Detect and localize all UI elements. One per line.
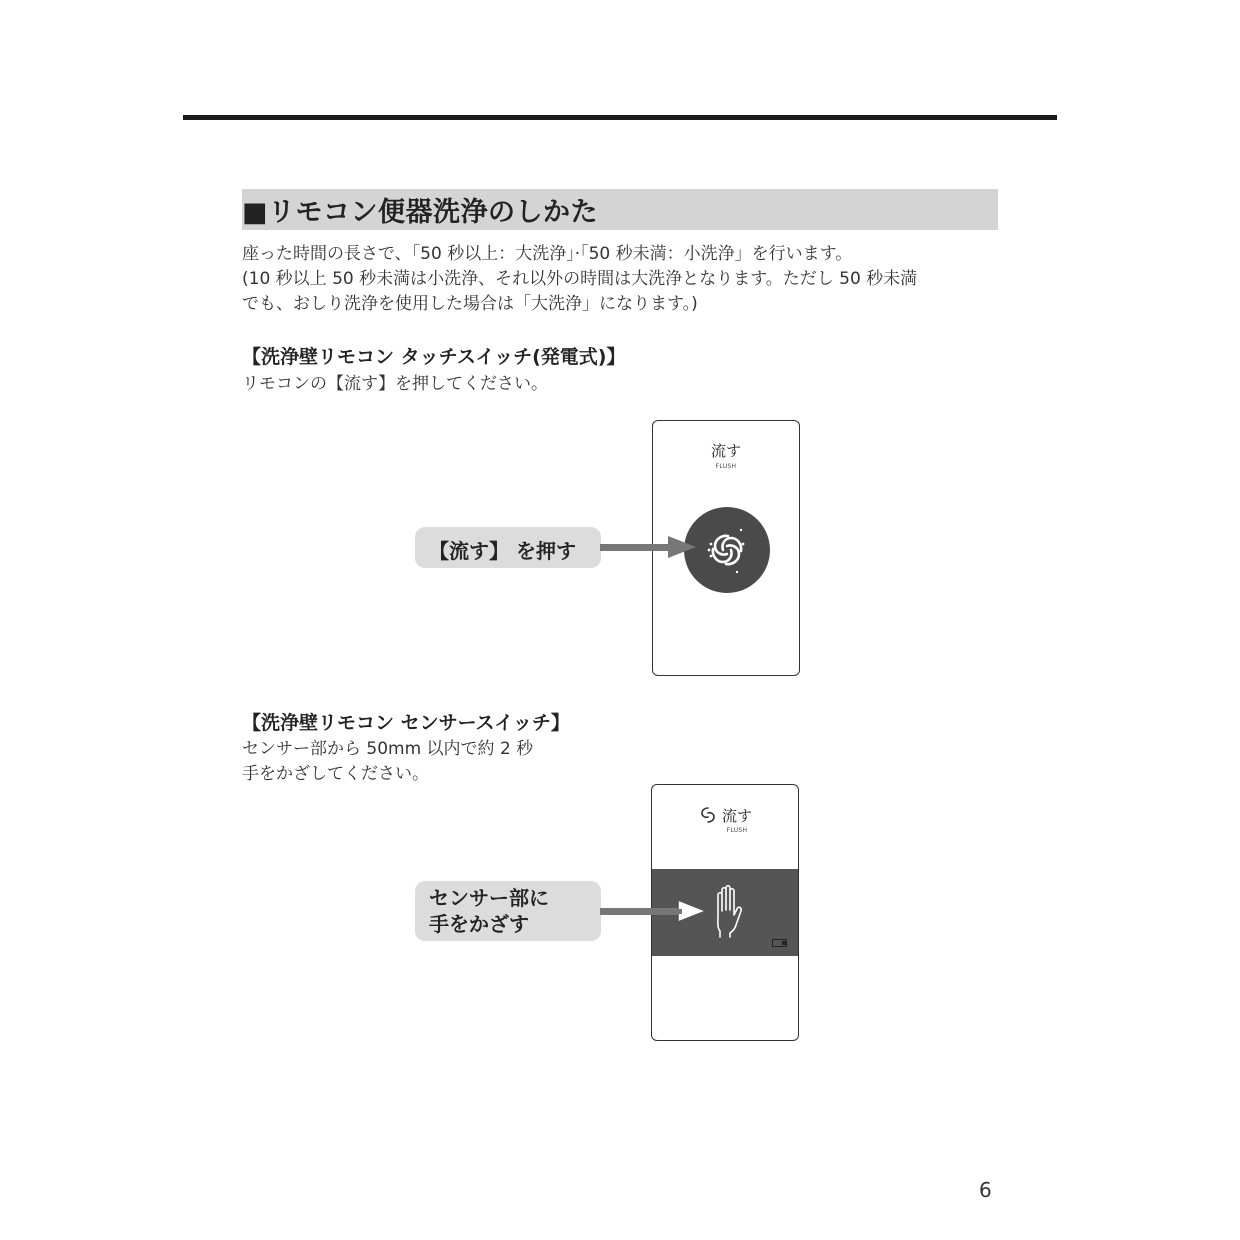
touch-remote-label: 流す <box>710 442 741 460</box>
battery-indicator-icon <box>772 939 788 947</box>
sensor-instruction-line-1: センサー部から 50mm 以内で約 2 秒 <box>242 739 534 759</box>
section-title: ■リモコン便器洗浄のしかた <box>242 197 599 228</box>
sensor-remote-label: 流す <box>721 807 752 825</box>
callout-line-2: 手をかざす <box>429 912 529 936</box>
intro-line-1: 座った時間の長さで、「50 秒以上：大洗浄」·「50 秒未満：小洗浄」を行います。 <box>242 244 853 264</box>
press-flush-callout: 【流す】 を押す <box>415 527 601 568</box>
touch-switch-instruction: リモコンの【流す】を押してください。 <box>242 374 548 394</box>
swirl-icon <box>697 520 757 580</box>
hand-over-sensor-callout <box>415 881 601 941</box>
intro-line-3: でも、おしり洗浄を使用した場合は「大洗浄」になります。) <box>242 294 698 314</box>
page-number: 6 <box>979 1178 992 1202</box>
sensor-instruction-line-2: 手をかざしてください。 <box>242 764 429 784</box>
callout-line-1: センサー部に <box>429 886 549 910</box>
hand-icon <box>710 885 746 939</box>
sensor-remote-sublabel: FLUSH <box>726 827 748 834</box>
top-rule <box>183 115 1057 120</box>
section-title-bar <box>242 189 998 230</box>
touch-switch-heading: 【洗浄壁リモコン タッチスイッチ(発電式)】 <box>242 346 626 368</box>
arrow-right-icon <box>600 898 710 924</box>
sensor-switch-heading: 【洗浄壁リモコン センサースイッチ】 <box>242 712 570 734</box>
arrow-right-icon <box>600 534 700 560</box>
intro-line-2: (10 秒以上 50 秒未満は小洗浄、それ以外の時間は大洗浄となります。ただし 50 秒未満 <box>242 269 918 289</box>
touch-remote-sublabel: FLUSH <box>715 463 737 470</box>
